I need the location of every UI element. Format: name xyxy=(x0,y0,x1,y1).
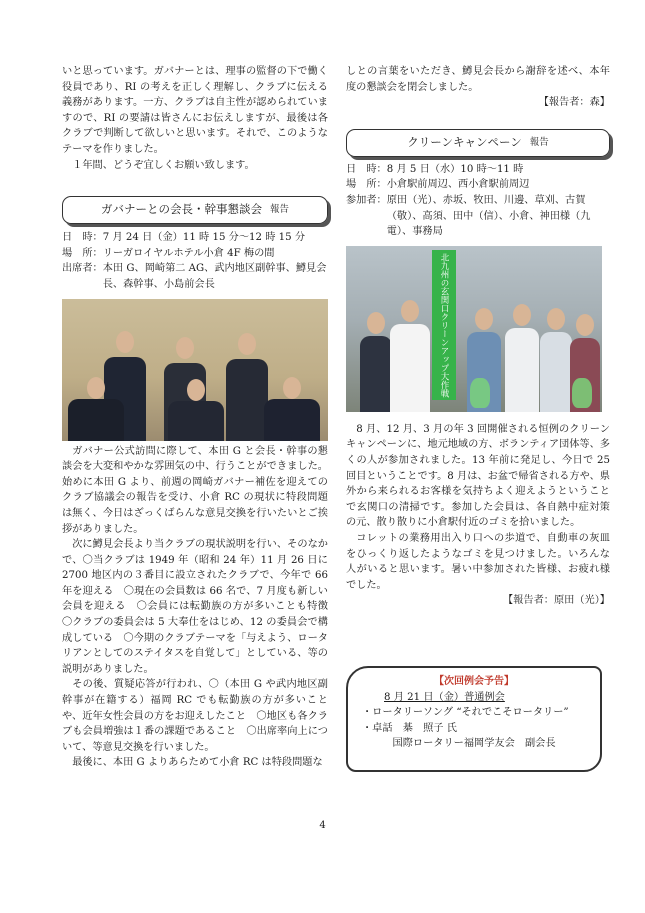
notice-item: ・ロータリーソング “それでこそロータリー” xyxy=(362,707,569,719)
person-figure xyxy=(502,304,542,412)
campaign-photo xyxy=(346,246,602,412)
person-figure xyxy=(166,379,226,441)
meeting-photo xyxy=(62,299,328,441)
left-column xyxy=(62,64,339,771)
meeting-report-body xyxy=(62,444,339,771)
clean-campaign-heading xyxy=(346,129,610,157)
info-participants: 参加者： 原田（光）、赤坂、牧田、川邊、草刈、古賀（敬）、高須、田中（信）、小倉、神田様（九電）、事務局 xyxy=(346,194,591,238)
body-paragraph: 次に鱒見会長より当クラブの現状説明を行い、そのなかで、〇当クラブは 1949 年（昭和 24 年）11 月 26 日に 2700 地区内の３番目に設立されたクラブで、今年で 66 年を迎える 〇現在の会員数は 66 名で、7 月度も新しい会員を迎える 〇会員には転勤族の方が多いことも特徴 〇クラブの委員会は 5 大奉仕をはじめ、12 の委員会で構成している 〇今期のクラブテーマを「与えよう、ロータリアンとしてのステイタスを自覚して」としている、等の説明がありました。 xyxy=(62,539,339,675)
notice-date: 8 月 21 日（金）普通例会 xyxy=(384,691,505,703)
notice-item: ・卓話 棊 照子 氏 xyxy=(362,722,457,734)
notice-item: 国際ロータリー福岡学友会 副会長 xyxy=(362,738,556,750)
body-paragraph: コレットの業務用出入り口への歩道で、自動車の灰皿をひっくり返したようなゴミを見つけました。いろんな人がいると思います。暑い中参加された皆様、お疲れ様でした。 xyxy=(346,532,610,591)
person-figure xyxy=(388,300,432,412)
notice-title: 【次回例会予告】 xyxy=(434,676,514,687)
campaign-report-body xyxy=(346,422,610,609)
body-paragraph: その後、質疑応答が行われ、〇（本田 G や武内地区副幹事が在籍する）福岡 RC でも転勤族の方が多いことや、近年女性会員の方をお迎えしたこと 〇地区も各クラブも会員増強は１番の課題であること 〇出席率向上について、等意見交換を行いました。 xyxy=(62,679,328,753)
section-title: ガバナーとの会長・幹事懇談会 xyxy=(100,202,262,217)
banner-text: 北九州の玄関口クリーンアップ大作戦 xyxy=(439,252,449,397)
body-paragraph: ガバナー公式訪問に際して、本田 G と会長・幹事の懇談会を大変和やかな雰囲気の中、行うことができました。始めに本田 G より、前週の岡崎ガバナー補佐を迎えてのクラブ協議会の報告を受け、小倉 RC の現状に特段問題は無く、今日はざっくばらんな意見交換を行いたいとご挨拶がありました。 xyxy=(62,445,328,535)
section-title: クリーンキャンペーン xyxy=(407,134,522,149)
trash-bag xyxy=(572,378,592,408)
governor-meeting-heading xyxy=(62,196,328,224)
closing-line: １年間、どうぞ宜しくお願い致します。 xyxy=(72,159,255,171)
info-datetime: 日 時： 8 月 5 日（水）10 時〜11 時 xyxy=(346,163,524,175)
campaign-info xyxy=(346,162,610,240)
person-figure xyxy=(66,377,126,441)
section-tag: 報告 xyxy=(529,136,549,148)
body-paragraph: 8 月、12 月、3 月の年 3 回開催される恒例のクリーンキャンペーンに、地元地域の方、ボランティア団体等、多くの人が参加されました。13 年前に発足し、今日で 25 回目ということです。8 月は、お盆で帰省される方や、県外から来られるお客様を気持ちよく迎えようということで玄関口の清掃です。参加した会員は、各自熱中症対策の元、散り散りに小倉駅付近のゴミを拾いました。 xyxy=(346,423,610,529)
intro-paragraph: いと思っています。ガバナーとは、理事の監督の下で働く役員であり、RI の考えを正しく理解し、クラブに伝える義務があります。一方、クラブは自主性が認められていますので、RI の要請は皆さんにお伝えしますが、最後は各クラブで判断して欲しいと思います。それで、このようなテーマを作りました。 xyxy=(62,66,328,155)
info-place: 場 所： 小倉駅前周辺、西小倉駅前周辺 xyxy=(346,179,530,191)
reporter-note: 【報告者：森】 xyxy=(538,97,610,109)
meeting-info xyxy=(62,230,328,292)
section-tag: 報告 xyxy=(269,204,289,216)
right-column xyxy=(346,64,610,609)
page-number: 4 xyxy=(319,820,326,831)
continued-paragraph: しとの言葉をいただき、鱒見会長から謝辞を述べ、本年度の懇談会を閉会しました。 xyxy=(346,66,610,93)
green-banner xyxy=(432,250,456,400)
reporter-note: 【報告者：原田（光）】 xyxy=(503,595,610,607)
info-place: 場 所： リーガロイヤルホテル小倉 4F 梅の間 xyxy=(62,247,275,259)
info-attendees: 出席者： 本田 G、岡崎第二 AG、武内地区副幹事、鱒見会長、森幹事、小島前会長 xyxy=(62,263,327,290)
next-meeting-notice xyxy=(346,666,602,772)
info-datetime: 日 時： 7 月 24 日（金）11 時 15 分〜12 時 15 分 xyxy=(62,232,306,244)
person-figure xyxy=(262,377,322,441)
trash-bag xyxy=(470,378,490,408)
body-paragraph: 最後に、本田 G よりあらためて小倉 RC は特段問題な xyxy=(72,757,323,769)
